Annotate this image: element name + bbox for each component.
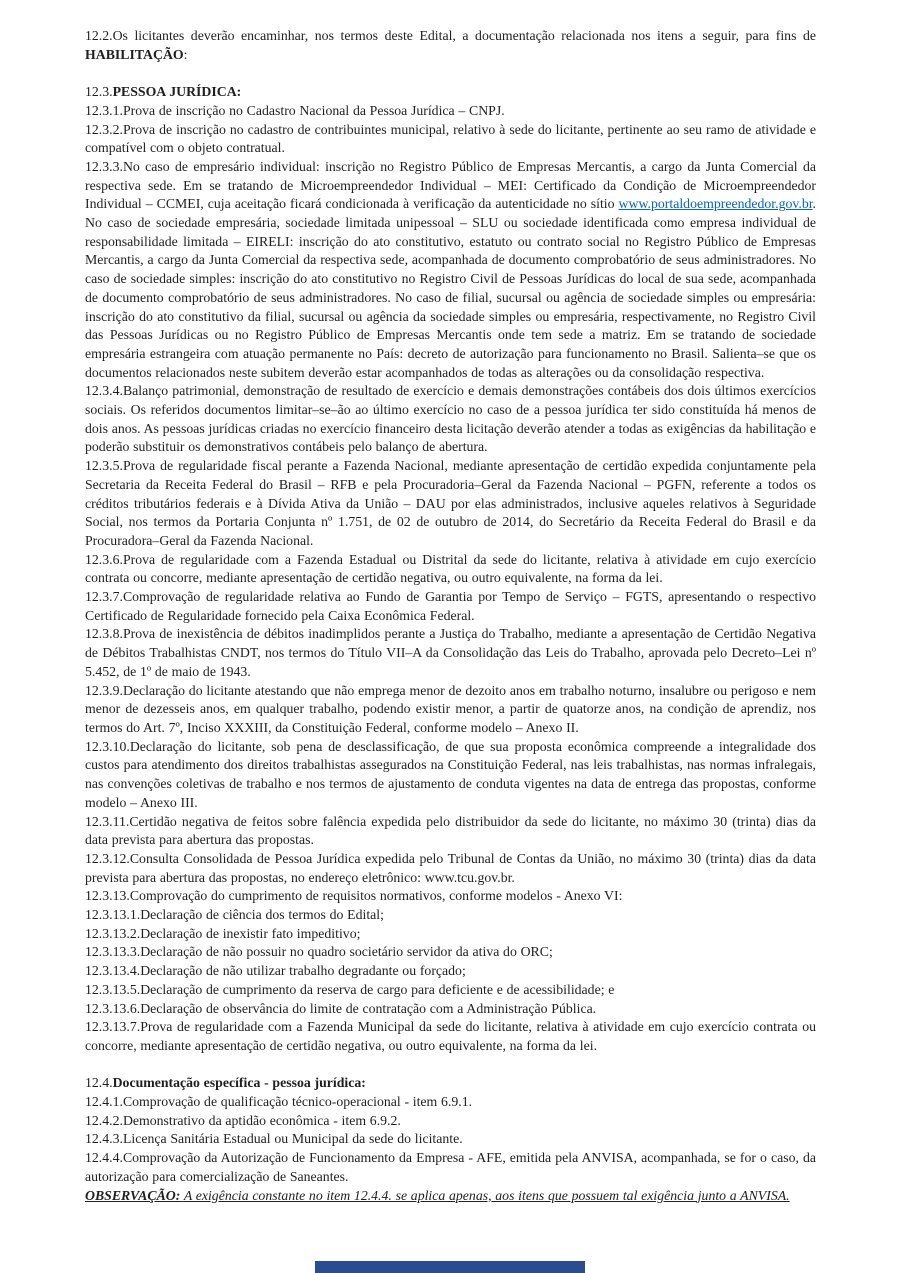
- text-run: A exigência constante no item 12.4.4. se aplica apenas, aos itens que possuem tal exigência junto a ANVISA.: [183, 1187, 790, 1203]
- text-run: 12.3.4.Balanço patrimonial, demonstração de resultado de exercício e demais demonstrações contábeis dos dois últimos exercícios sociais. Os referidos documentos limitar–se–ão ao último exercício no caso de a pessoa jurídica ter sido constituída há menos de dois anos. As pessoas jurídicas criadas no exercício financeiro desta licitação deverão atender a todas as exigências da habilitação e poderão substituir os demonstrativos contábeis pelo balanço de abertura.: [85, 383, 816, 455]
- item-12-3-8: [85, 625, 816, 681]
- observacao: [85, 1187, 816, 1206]
- text-run: 12.3.3.No caso de empresário individual: inscrição no Registro Público de Empresas Mercantis, a cargo da Junta Comercial da respectiva sede. Em se tratando de Microempreendedor Individual – MEI: Certificado da Condição de Microempreendedor Individual – CCMEI, cuja aceitação ficará condicionada à verificação da autenticidade no sítio: [85, 158, 816, 212]
- text-run: 12.4.1.Comprovação de qualificação técnico-operacional - item 6.9.1.: [85, 1094, 473, 1110]
- item-12-3-9: [85, 682, 816, 738]
- text-run: 12.3.13.1.Declaração de ciência dos termos do Edital;: [85, 907, 384, 923]
- item-12-3-2: [85, 121, 816, 158]
- item-12-3-10: [85, 738, 816, 813]
- text-run: Documentação específica - pessoa jurídica:: [112, 1075, 366, 1091]
- heading-12-3: [85, 83, 816, 102]
- heading-12-4: [85, 1074, 816, 1093]
- item-12-3-13: [85, 887, 816, 906]
- item-12-3-11: [85, 813, 816, 850]
- item-12-4-3: [85, 1130, 816, 1149]
- text-run: 12.3.13.6.Declaração de observância do limite de contratação com a Administração Pública.: [85, 1000, 597, 1016]
- text-run: 12.4.2.Demonstrativo da aptidão econômica - item 6.9.2.: [85, 1112, 401, 1128]
- text-run: 12.4.3.Licença Sanitária Estadual ou Municipal da sede do licitante.: [85, 1131, 463, 1147]
- item-12-3-13-3: [85, 943, 816, 962]
- item-12-3-1: [85, 102, 816, 121]
- next-page-table-edge: [315, 1261, 585, 1273]
- text-run: HABILITAÇÃO: [85, 46, 184, 62]
- text-run: 12.3.13.Comprovação do cumprimento de requisitos normativos, conforme modelos - Anexo VI:: [85, 888, 623, 904]
- text-run: PESSOA JURÍDICA:: [112, 84, 242, 100]
- text-run: 12.3.13.3.Declaração de não possuir no quadro societário servidor da ativa do ORC;: [85, 944, 553, 960]
- text-run: OBSERVAÇÃO:: [85, 1187, 181, 1203]
- item-12-3-4: [85, 382, 816, 457]
- text-run: 12.3.13.5.Declaração de cumprimento da reserva de cargo para deficiente e de acessibilidade; e: [85, 981, 615, 997]
- text-run: 12.3.10.Declaração do licitante, sob pena de desclassificação, de que sua proposta econômica compreende a integralidade dos custos para atendimento dos direitos trabalhistas assegurados na Constituição Federal, nas leis trabalhistas, nas normas infralegais, nas convenções coletivas de trabalho e nos termos de ajustamento de conduta vigentes na data de entrega das propostas, conforme modelo – Anexo III.: [85, 738, 816, 810]
- document-body: [85, 27, 816, 1205]
- text-run: 12.3.7.Comprovação de regularidade relativa ao Fundo de Garantia por Tempo de Serviço – FGTS, apresentando o respectivo Certificado de Regularidade fornecido pela Caixa Econômica Federal.: [85, 589, 816, 623]
- text-run: 12.3.5.Prova de regularidade fiscal perante a Fazenda Nacional, mediante apresentação de certidão expedida conjuntamente pela Secretaria da Receita Federal do Brasil – RFB e pela Procuradoria–Geral da Fazenda Nacional – PGFN, referente a todos os créditos tributários federais e à Dívida Ativa da União – DAU por elas administrados, inclusive aqueles relativos à Seguridade Social, nos termos da Portaria Conjunta nº 1.751, de 02 de outubro de 2014, do Secretário da Receita Federal do Brasil e da Procuradora–Geral da Fazenda Nacional.: [85, 458, 816, 548]
- text-run: 12.3.13.2.Declaração de inexistir fato impeditivo;: [85, 925, 361, 941]
- item-12-3-13-6: [85, 1000, 816, 1019]
- text-run: 12.3.8.Prova de inexistência de débitos inadimplidos perante a Justiça do Trabalho, mediante a apresentação de Certidão Negativa de Débitos Trabalhistas CNDT, nos termos do Título VII–A da Consolidação das Leis do Trabalho, aprovada pelo Decreto–Lei nº 5.452, de 1º de maio de 1943.: [85, 626, 816, 679]
- item-12-3-7: [85, 588, 816, 625]
- item-12-3-13-1: [85, 906, 816, 925]
- text-run: :: [183, 46, 188, 62]
- text-run: 12.2.Os licitantes deverão encaminhar, nos termos deste Edital, a documentação relacionada nos itens a seguir, para fins de: [85, 28, 816, 43]
- text-run: 12.3.1.Prova de inscrição no Cadastro Nacional da Pessoa Jurídica – CNPJ.: [85, 102, 505, 118]
- text-run: 12.4.: [85, 1075, 113, 1091]
- text-run: 12.3.13.7.Prova de regularidade com a Fazenda Municipal da sede do licitante, relativa à atividade em cujo exercício contrata ou concorre, mediante apresentação de certidão negativa, ou outro equivalente, na forma da lei.: [85, 1019, 816, 1053]
- item-12-3-12: [85, 850, 816, 887]
- item-12-3-13-5: [85, 981, 816, 1000]
- text-run: 12.3.6.Prova de regularidade com a Fazenda Estadual ou Distrital da sede do licitante, relativa à atividade em cujo exercício contrata ou concorre, mediante apresentação de certidão negativa, ou outro equivalente, na forma da lei.: [85, 551, 816, 586]
- item-12-4-1: [85, 1093, 816, 1112]
- link-portaldoempreendedor[interactable]: www.portaldoempreendedor.gov.br: [618, 196, 813, 212]
- text-run: 12.3.12.Consulta Consolidada de Pessoa Jurídica expedida pelo Tribunal de Contas da União, no máximo 30 (trinta) dias da data prevista para abertura das propostas, no endereço eletrônico: www.tcu.gov.br.: [85, 850, 816, 885]
- item-12-3-3: [85, 158, 816, 382]
- item-12-3-5: [85, 457, 816, 551]
- text-run: . No caso de sociedade empresária, sociedade limitada unipessoal – SLU ou sociedade identificada como empresa individual de responsabilidade limitada – EIRELI: inscrição do ato constitutivo, estatuto ou contrato social no Registro Público de Empresas Mercantis, a cargo da Junta Comercial da respectiva sede, acompanhada de documento comprobatório de seus administradores. No caso de sociedade simples: inscrição do ato constitutivo no Registro Civil de Pessoas Jurídicas do local de sua sede, acompanhada de documento comprobatório de seus administradores. No caso de filial, sucursal ou agência de sociedade simples ou empresária: inscrição do ato constitutivo da filial, sucursal ou agência da sociedade simples ou empresária, respectivamente, no Registro Civil das Pessoas Jurídicas ou no Registro Público de Empresas Mercantis onde tem sede a matriz. Em se tratando de sociedade empresária estrangeira com atuação permanente no País: decreto de autorização para funcionamento no Brasil. Salienta–se que os documentos relacionados neste subitem deverão estar acompanhados de todas as alterações ou da consolidação respectiva.: [85, 196, 816, 380]
- item-12-3-13-7: [85, 1018, 816, 1055]
- item-12-4-2: [85, 1112, 816, 1131]
- item-12-3-13-2: [85, 925, 816, 944]
- item-12-2: [85, 27, 816, 64]
- item-12-3-13-4: [85, 962, 816, 981]
- text-run: 12.3.2.Prova de inscrição no cadastro de contribuintes municipal, relativo à sede do licitante, pertinente ao seu ramo de atividade e compatível com o objeto contratual.: [85, 121, 816, 156]
- text-run: 12.3.13.4.Declaração de não utilizar trabalho degradante ou forçado;: [85, 963, 466, 979]
- text-run: 12.3.11.Certidão negativa de feitos sobre falência expedida pelo distribuidor da sede do licitante, no máximo 30 (trinta) dias da data prevista para abertura das propostas.: [85, 813, 816, 848]
- item-12-3-6: [85, 551, 816, 588]
- text-run: 12.3.: [85, 84, 113, 100]
- item-12-4-4: [85, 1149, 816, 1186]
- text-run: 12.3.9.Declaração do licitante atestando que não emprega menor de dezoito anos em trabalho noturno, insalubre ou perigoso e nem menor de dezesseis anos, em qualquer trabalho, podendo existir menor, a partir de quatorze anos, na condição de aprendiz, nos termos do Art. 7º, Inciso XXXIII, da Constituição Federal, conforme modelo – Anexo II.: [85, 682, 816, 735]
- text-run: 12.4.4.Comprovação da Autorização de Funcionamento da Empresa - AFE, emitida pela ANVISA, acompanhada, se for o caso, da autorização para comercialização de Saneantes.: [85, 1150, 816, 1184]
